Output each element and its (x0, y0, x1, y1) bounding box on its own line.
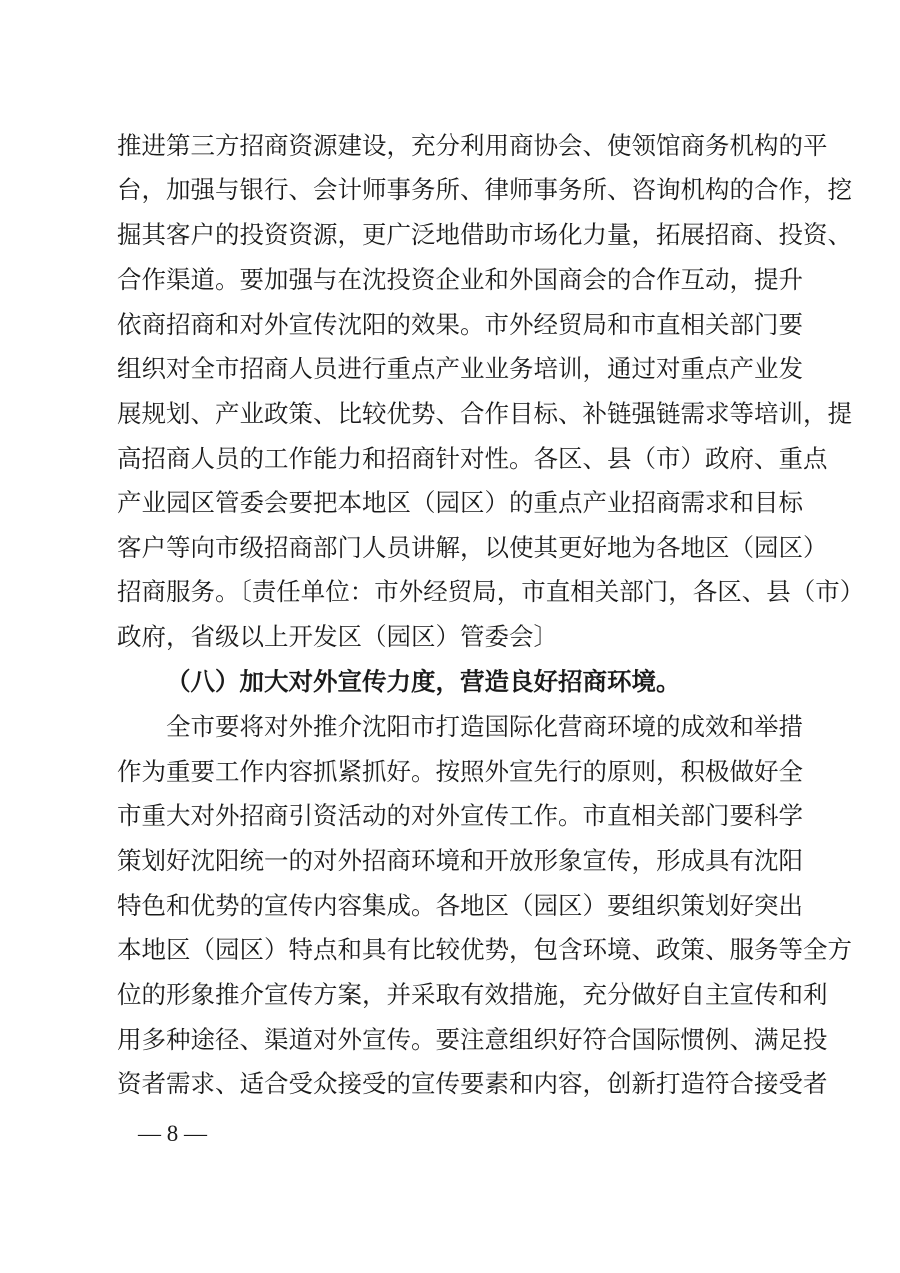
body-text-line: 本地区（园区）特点和具有比较优势，包含环境、政策、服务等全方 (117, 935, 852, 964)
body-text-line: 政府，省级以上开发区（园区）管委会〕 (117, 622, 558, 651)
body-text-line: 市重大对外招商引资活动的对外宣传工作。市直相关部门要科学 (117, 801, 803, 830)
body-text-line: 合作渠道。要加强与在沈投资企业和外国商会的合作互动，提升 (117, 265, 803, 294)
body-text-line: 产业园区管委会要把本地区（园区）的重点产业招商需求和目标 (117, 488, 803, 517)
body-text-line: 依商招商和对外宣传沈阳的效果。市外经贸局和市直相关部门要 (117, 310, 803, 339)
body-text-line: 用多种途径、渠道对外宣传。要注意组织好符合国际惯例、满足投 (117, 1025, 828, 1054)
body-text-line: 掘其客户的投资资源，更广泛地借助市场化力量，拓展招商、投资、 (117, 220, 852, 249)
body-text-line: 资者需求、适合受众接受的宣传要素和内容，创新打造符合接受者 (117, 1069, 828, 1098)
body-text-line: 作为重要工作内容抓紧抓好。按照外宣先行的原则，积极做好全 (117, 757, 803, 786)
body-text-line: 位的形象推介宣传方案，并采取有效措施，充分做好自主宣传和利 (117, 980, 828, 1009)
page-number: — 8 — (138, 1121, 207, 1146)
body-text-line: 策划好沈阳统一的对外招商环境和开放形象宣传，形成具有沈阳 (117, 846, 803, 875)
body-text-line: 特色和优势的宣传内容集成。各地区（园区）要组织策划好突出 (117, 891, 803, 920)
body-text-line: 招商服务。〔责任单位：市外经贸局，市直相关部门，各区、县（市） (117, 577, 865, 606)
body-text-line: 组织对全市招商人员进行重点产业业务培训，通过对重点产业发 (117, 354, 803, 383)
body-text-line: 客户等向市级招商部门人员讲解，以使其更好地为各地区（园区） (117, 533, 828, 562)
body-text-line: 展规划、产业政策、比较优势、合作目标、补链强链需求等培训，提 (117, 399, 852, 428)
body-text-line: 全市要将对外推介沈阳市打造国际化营商环境的成效和举措 (166, 712, 803, 741)
body-text-line: 推进第三方招商资源建设，充分利用商协会、使领馆商务机构的平 (117, 131, 828, 160)
section-heading: （八）加大对外宣传力度，营造良好招商环境。 (166, 667, 681, 696)
body-text-line: 高招商人员的工作能力和招商针对性。各区、县（市）政府、重点 (117, 444, 828, 473)
body-text-line: 台，加强与银行、会计师事务所、律师事务所、咨询机构的合作，挖 (117, 175, 852, 204)
